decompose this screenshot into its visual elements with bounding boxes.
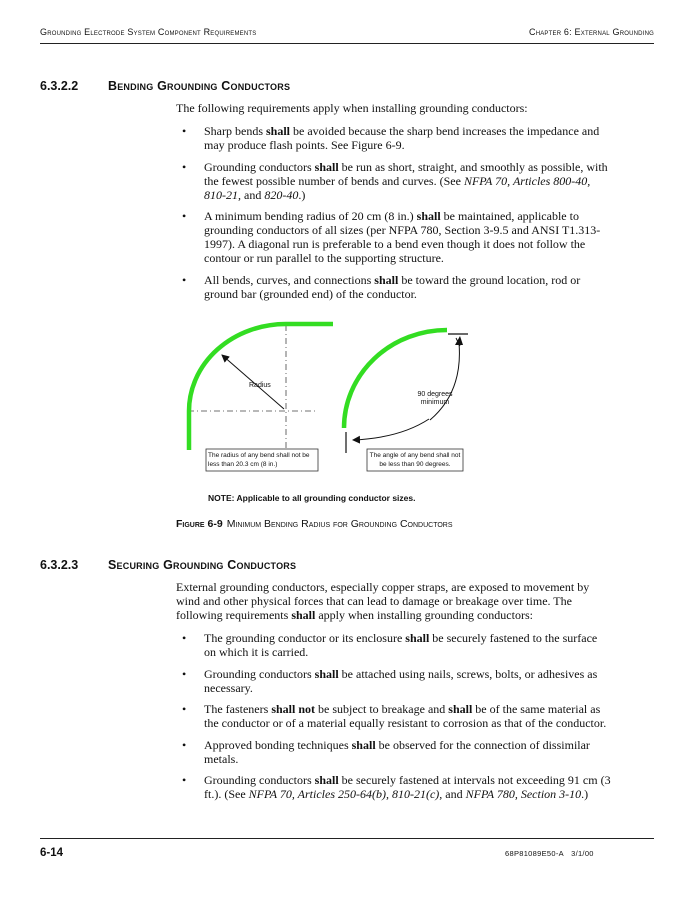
list-item: • Grounding conductors shall be run as short, straight, and smoothly as possible, with the fewest possible number of bends and curves. (See NFPA 70, Articles 800-40, 810-21, and 820-40.): [176, 160, 612, 202]
section-intro: The following requirements apply when installing grounding conductors:: [176, 101, 528, 115]
figure-caption-text: Minimum Bending Radius for Grounding Conductors: [226, 518, 453, 530]
figure-caption: [176, 518, 453, 530]
angle-arrow-lower: [353, 419, 429, 440]
figure-caption-label: Figure 6-9: [176, 518, 223, 530]
securing-requirements-list: [176, 631, 612, 809]
document-id: 68P81089E50-A 3/1/00: [505, 849, 594, 858]
section-intro: External grounding conductors, especially copper straps, are exposed to movement by wind and other physical forces that can lead to damage or breakage over time. The following requirements shall apply when installing grounding conductors:: [176, 580, 590, 622]
section-number: 6.3.2.2: [40, 79, 79, 93]
list-item: • Grounding conductors shall be attached using nails, screws, bolts, or adhesives as necessary.: [176, 667, 612, 695]
list-item: • Sharp bends shall be avoided because the sharp bend increases the impedance and may produce flash points. See Figure 6-9.: [176, 124, 612, 152]
list-item: • Grounding conductors shall be securely fastened at intervals not exceeding 91 cm (3 ft.). (See NFPA 70, Articles 250-64(b), 810-21(c), and NFPA 780, Section 3-10.): [176, 773, 612, 801]
list-item: • The fasteners shall not be subject to breakage and shall be of the same material as the conductor or of a material equally resistant to corrosion as that of the conductor.: [176, 702, 612, 730]
running-header-left: Grounding Electrode System Component Requirements: [40, 27, 257, 37]
angle-label: 90 degrees minimum: [417, 391, 453, 406]
footer-rule: [40, 838, 654, 839]
list-item: • Approved bonding techniques shall be observed for the connection of dissimilar metals.: [176, 738, 612, 766]
page-number: 6-14: [40, 847, 64, 859]
figure-note: NOTE: Applicable to all grounding conductor sizes.: [208, 493, 416, 503]
section-number: 6.3.2.3: [40, 558, 79, 572]
angle-note-text: The angle of any bend shall not be less than 90 degrees.: [369, 452, 461, 468]
angle-arrow-upper: [430, 343, 459, 420]
list-item: • All bends, curves, and connections shall be toward the ground location, rod or ground bar (grounded end) of the conductor.: [176, 273, 612, 301]
section-title: Securing Grounding Conductors: [108, 558, 297, 572]
radius-note-text: The radius of any bend shall not be less than 20.3 cm (8 in.): [208, 452, 310, 468]
list-item: • A minimum bending radius of 20 cm (8 in.) shall be maintained, applicable to grounding conductors of all sizes (per NFPA 780, Section 3-9.5 and ANSI T1.313-1997). A diagonal run is preferable to a bend even though it does not follow the contour or run parallel to the supporting structure.: [176, 209, 612, 265]
curved-conductor: [344, 330, 447, 428]
list-item: • The grounding conductor or its enclosure shall be securely fastened to the surface on which it is carried.: [176, 631, 612, 659]
running-header-right: Chapter 6: External Grounding: [529, 27, 654, 37]
radius-label: Radius: [249, 382, 271, 389]
section-title: Bending Grounding Conductors: [108, 79, 291, 93]
